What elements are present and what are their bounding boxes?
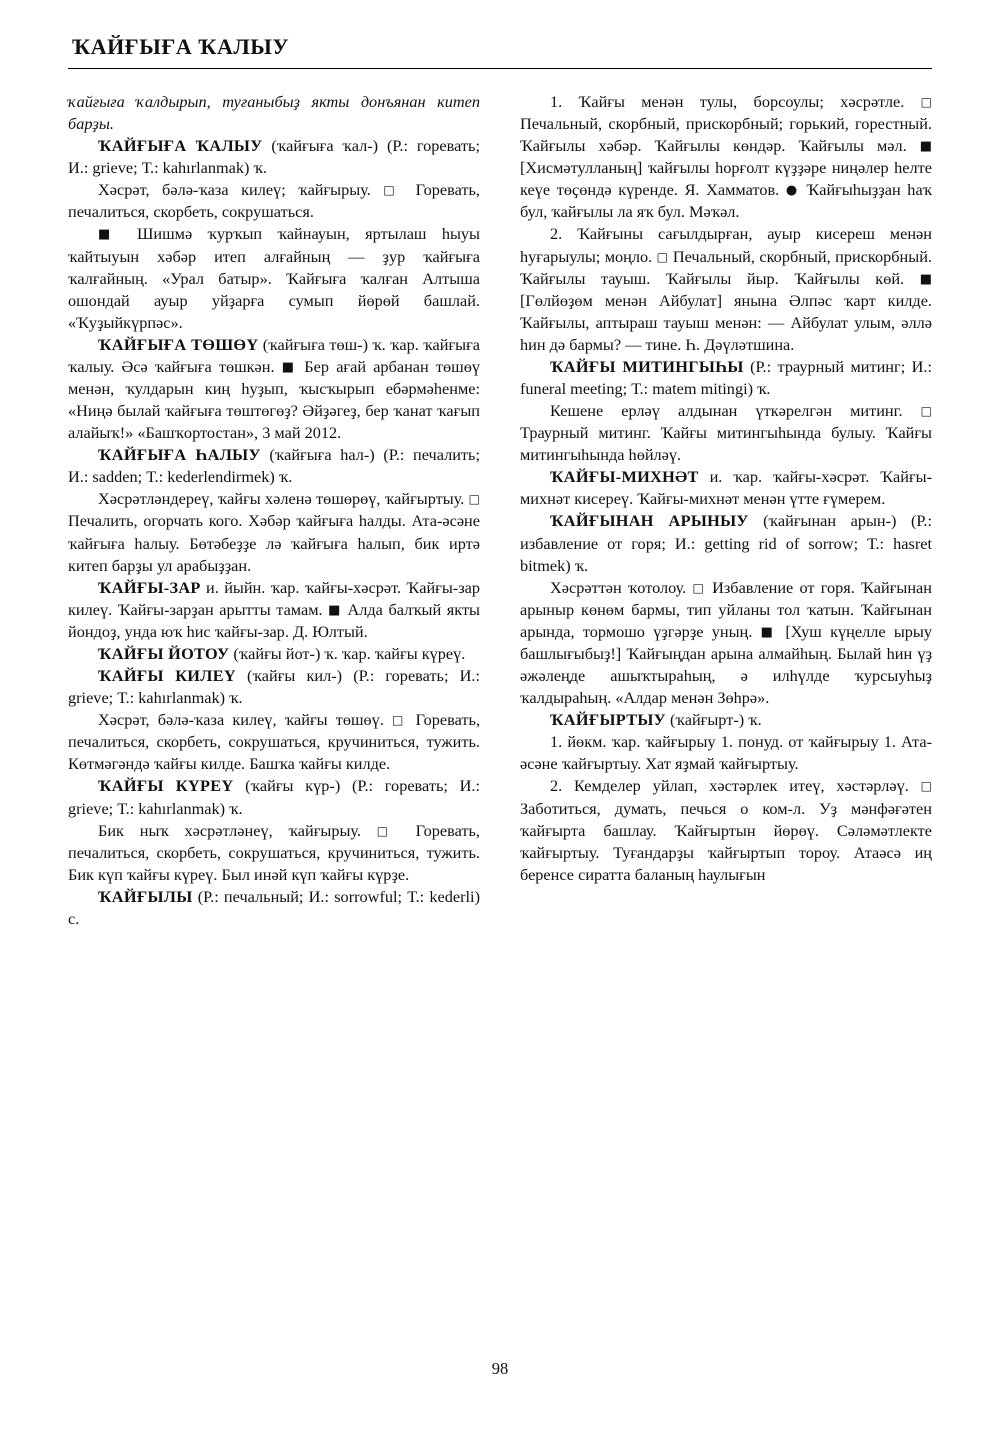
entry-kaigyga-halyu: ҠАЙҒЫҒА ҺАЛЫУ (ҡайғыға һал-) (Р.: печалить; И.: sadden; Т.: kederlendirmek) ҡ.	[68, 445, 480, 487]
entry-kaigy-zar: ҠАЙҒЫ-ЗАР и. йыйн. ҡар. ҡайғы-хәсрәт. Ҡайғы-зар килеү. Ҡайғы-зарҙан арытты тамам. ■ Алда балҡый якты йондоҙ, унда юҡ һис ҡайғы-зар. Д. Юлтый.	[68, 577, 480, 641]
sense-1-kaigyrtyu: 1. йөкм. ҡар. ҡайғырыу 1. понуд. от ҡайғырыу 1. Ата-әсәне ҡайғыртыу. Хат яҙмай ҡайғыртыу.	[520, 732, 932, 774]
entry-kaigyrtyu: ҠАЙҒЫРТЫУ (ҡайғырт-) ҡ.	[550, 710, 762, 730]
entry-definition-5: Кешене ерләү алдынан үткәрелгән митинг. □ Траурный митинг. Ҡайғы митингыһында булыу. Ҡайғы митингыһында һөйләү.	[520, 401, 932, 465]
entry-kaigy-yototou: ҠАЙҒЫ ЙОТОУ (ҡайғы йот-) ҡ. ҡар. ҡайғы күреү.	[98, 643, 466, 663]
sense-2-kaigyrtyu: 2. Кемделер уйлап, хәстәрлек итеү, хәстәрләү. □ Заботиться, думать, печься о ком-л. Уҙ мәнфәғәтен ҡайғырта башлау. Ҡайғыртын йөрөү. Сәләмәтлекте ҡайғыртыу. Туғандарҙы ҡайғыртып тороу. Атаәсә иң беренсе сиратта баланың һаулығын	[520, 776, 932, 884]
left-column	[68, 91, 480, 930]
entry-definition-2: Хәсрәтләндереү, ҡайғы хәленә төшөрөү, ҡайғыртыу. □ Печалить, огорчать кого. Хәбәр ҡайғыға һалды. Ата-әсәне ҡайғыға һалыу. Бөтәбеҙҙе лә ҡайғыға һалып, бик иртә китеп барҙы ул арабыҙҙан.	[68, 489, 480, 575]
entry-kaigynan-arynyu: ҠАЙҒЫНАН АРЫНЫУ (ҡайғынан арын-) (Р.: избавление от горя; И.: getting rid of sorrow; Т.: hasret bitmek) ҡ.	[520, 511, 932, 575]
sense-2: 2. Ҡайғыны сағылдырған, ауыр кисереш менән һуғарыулы; моңло. □ Печальный, скорбный, прискорбный. Ҡайғылы тауыш. Ҡайғылы йыр. Ҡайғылы көй. ■ [Гөлйөҙөм менән Айбулат] янына Әлпәс ҡарт килде. Ҡайғылы, аптыраш тауыш менән: — Айбулат улым, әллә һин дә бармы? — тине. Һ. Дәүләтшина.	[520, 224, 932, 354]
entry-definition-4: Бик ныҡ хәсрәтләнеү, ҡайғырыу. □ Горевать, печалиться, скорбеть, сокрушаться, кручиниться, тужить. Бик күп ҡайғы күреү. Был инәй күп ҡайғы күрҙе.	[68, 820, 480, 884]
entry-kaigyly: ҠАЙҒЫЛЫ (Р.: печальный; И.: sorrowful; Т.: kederli) с.	[68, 886, 480, 928]
entry-definition: Хәсрәт, бәлә-ҡаза килеү; ҡайғырыу. □ Горевать, печалиться, скорбеть, сокрушаться.	[68, 180, 481, 222]
entry-kaigy-kureu: ҠАЙҒЫ КҮРЕҮ (ҡайғы күр-) (Р.: горевать; И.: grieve; Т.: kahırlanmak) ҡ.	[68, 776, 480, 818]
entry-kaigyga-toshou: ҠАЙҒЫҒА ТӨШӨҮ (ҡайғыға төш-) ҡ. ҡар. ҡайғыға ҡалыу. Әсә ҡайғыға төшкән. ■ Бер ағай арбанан төшөү менән, ҡулдарын киң һуҙып, ҡысҡырып ебәрмәһенме: «Ниңә былай ҡайғыға төштөгөҙ? Әйҙәгеҙ, бер ҡанат ҡағып алайыҡ!» «Башҡортостан», 3 май 2012.	[68, 334, 481, 443]
sense-1: 1. Ҡайғы менән тулы, борсоулы; хәсрәтле. □ Печальный, скорбный, прискорбный; горький, горестный. Ҡайғылы хәбәр. Ҡайғылы көндәр. Ҡайғылы мәл. ■ [Хисмәтулланың] ҡайғылы һорғолт күҙҙәре ниңәлер һелте кеүе төҫөндә күренде. Я. Хамматов. ● Ҡайғыһыҙҙан һаҡ бул, ҡайғылы ла яҡ бул. Мәҡәл.	[520, 92, 933, 222]
entry-definition-6: Хәсрәттән ҡотолоу. □ Избавление от горя. Ҡайғынан арыныр көнөм бармы, тип уйланы тол ҡатын. Ҡайғынан арында, тормошо үҙгәрҙе уның. ■ [Хуш күңелле ырыу башлығыбыҙ!] Ҡайғыңдан арына алмайһың. Былай һин үҙ әжәлеңде ашыҡтыраһың, ә илһүлде ҡурсыуһыҙ ҡалдыраһың. «Алдар менән Зөһрә».	[520, 577, 932, 708]
paragraph-continuation: ҡайғыға ҡалдырып, туғаныбыҙ якты донъянан китеп барҙы.	[68, 92, 480, 134]
page-columns	[68, 91, 932, 930]
right-column	[520, 91, 932, 886]
entry-kaigy-mihnat: ҠАЙҒЫ-МИХНӘТ и. ҡар. ҡайғы-хәсрәт. Ҡайғы-михнәт кисереү. Ҡайғы-михнәт менән үтте ғүмерем.	[520, 467, 932, 509]
entry-kaigy-kileu: ҠАЙҒЫ КИЛЕҮ (ҡайғы кил-) (Р.: горевать; И.: grieve; Т.: kahırlanmak) ҡ.	[68, 666, 480, 708]
page-number: 98	[491, 1359, 509, 1378]
entry-definition-3: Хәсрәт, бәлә-ҡаза килеү, ҡайғы төшөү. □ Горевать, печалиться, скорбеть, сокрушаться, кручиниться, тужить. Көтмәгәндә ҡайғы килде. Башҡа ҡайғы килде.	[68, 710, 481, 774]
header-divider	[68, 68, 932, 69]
entry-example: ■ Шишмә ҡурҡып ҡайнауын, яртылаш һыуы ҡайтыуын хәбәр итеп алғайның — ҙур ҡайғыға ҡалғайның. «Урал батыр». Ҡайғыға ҡалған Алтыша ошондай ауыр уйҙарға сумып йөрөй башлай. «Ҡуҙыйкүрпәс».	[68, 224, 480, 332]
running-head: ҠАЙҒЫҒА ҠАЛЫУ	[72, 34, 289, 59]
entry-kaigy-mitingyhy: ҠАЙҒЫ МИТИНГЫҺЫ (Р.: траурный митинг; И.: funeral meeting; Т.: matem mitingi) ҡ.	[520, 356, 932, 399]
entry-kaigyga-kalyu: ҠАЙҒЫҒА ҠАЛЫУ (ҡайғыға ҡал-) (Р.: горевать; И.: grieve; Т.: kahırlanmak) ҡ.	[68, 136, 480, 178]
